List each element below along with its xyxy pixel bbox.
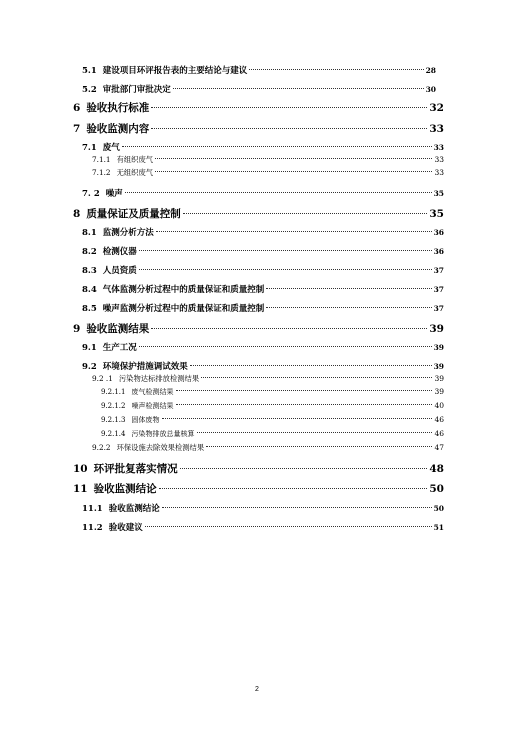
toc-entry-page: 37 — [433, 304, 444, 313]
toc-leader-dots — [183, 213, 428, 214]
toc-leader-dots — [173, 88, 424, 89]
toc-entry-title: 废气检测结果 — [131, 388, 174, 396]
toc-entry[interactable] — [0, 121, 514, 136]
toc-entry-number: 8 — [73, 208, 81, 220]
toc-entry-page: 51 — [433, 523, 444, 532]
toc-entry-number: 9.2 — [82, 362, 97, 372]
toc-entry[interactable] — [0, 401, 514, 411]
toc-entry[interactable] — [0, 374, 514, 384]
toc-entry-page: 33 — [429, 123, 444, 135]
toc-entry-page: 37 — [433, 266, 444, 275]
toc-leader-dots — [151, 107, 427, 108]
toc-leader-dots — [125, 192, 432, 193]
toc-leader-dots — [122, 146, 432, 147]
toc-entry[interactable] — [0, 155, 514, 165]
toc-entry-number: 8.2 — [82, 247, 97, 257]
toc-entry[interactable] — [0, 83, 514, 95]
toc-entry-title: 噪声检测结果 — [131, 402, 174, 410]
toc-entry-number: 9 — [73, 323, 81, 335]
toc-entry-title: 质量保证及质量控制 — [86, 208, 181, 220]
toc-entry-page: 33 — [434, 155, 444, 164]
toc-entry-title: 验收建议 — [108, 523, 143, 533]
toc-entry[interactable] — [0, 187, 514, 199]
toc-entry-page: 39 — [433, 362, 444, 371]
toc-leader-dots — [180, 468, 428, 469]
toc-leader-dots — [266, 288, 431, 289]
toc-entry-number: 5.1 — [82, 66, 97, 76]
toc-entry-page: 39 — [434, 374, 444, 383]
toc-entry-title: 检测仪器 — [102, 247, 137, 257]
toc-entry-page: 47 — [434, 443, 444, 452]
toc-entry-title: 固体废物 — [131, 416, 160, 424]
toc-leader-dots — [145, 526, 432, 527]
toc-entry-number: 8.1 — [82, 228, 97, 238]
toc-leader-dots — [139, 346, 432, 347]
toc-entry-title: 验收监测内容 — [86, 123, 150, 135]
toc-entry-title: 废气 — [102, 143, 120, 153]
toc-leader-dots — [206, 446, 432, 447]
toc-entry-number: 9.2 .1 — [92, 374, 113, 383]
toc-entry[interactable] — [0, 168, 514, 178]
toc-leader-dots — [162, 507, 432, 508]
toc-entry-page: 39 — [433, 343, 444, 352]
toc-entry-page: 50 — [429, 483, 444, 495]
toc-entry-number: 6 — [73, 102, 81, 114]
toc-leader-dots — [139, 269, 432, 270]
toc-entry-number: 7.1.1 — [92, 155, 111, 164]
toc-entry-title: 有组织废气 — [116, 155, 154, 164]
toc-entry-number: 11 — [73, 483, 88, 495]
toc-entry-number: 8.5 — [82, 304, 97, 314]
toc-leader-dots — [156, 231, 432, 232]
toc-entry-page: 50 — [433, 504, 444, 513]
toc-entry-number: 11.1 — [82, 504, 103, 514]
toc-entry[interactable] — [0, 415, 514, 425]
toc-entry[interactable] — [0, 360, 514, 372]
toc-entry-title: 无组织废气 — [116, 168, 154, 177]
toc-entry-title: 环评批复落实情况 — [93, 463, 178, 475]
toc-entry-number: 8.4 — [82, 285, 97, 295]
toc-entry-page: 30 — [425, 85, 436, 94]
toc-entry[interactable] — [0, 387, 514, 397]
toc-entry-title: 验收监测结果 — [86, 323, 150, 335]
toc-entry-page: 28 — [425, 66, 436, 75]
toc-leader-dots — [151, 328, 427, 329]
toc-entry[interactable] — [0, 64, 514, 76]
toc-entry-page: 39 — [434, 387, 444, 396]
toc-entry-page: 33 — [433, 143, 444, 152]
toc-leader-dots — [155, 171, 432, 172]
toc-entry-number: 9.2.2 — [92, 443, 111, 452]
toc-entry-title: 污染物达标排放检测结果 — [118, 374, 200, 383]
toc-entry-number: 10 — [73, 463, 88, 475]
toc-entry-number: 7. 2 — [82, 189, 100, 199]
toc-entry-page: 48 — [429, 463, 444, 475]
toc-leader-dots — [197, 432, 433, 433]
toc-leader-dots — [155, 158, 432, 159]
toc-entry-title: 监测分析方法 — [102, 228, 154, 238]
toc-entry[interactable] — [0, 206, 514, 221]
toc-entry-title: 噪声监测分析过程中的质量保证和质量控制 — [102, 304, 265, 314]
toc-entry-title: 建设项目环评报告表的主要结论与建议 — [102, 66, 248, 76]
toc-entry[interactable] — [0, 502, 514, 514]
page-number: 2 — [255, 686, 259, 693]
toc-leader-dots — [159, 488, 428, 489]
toc-entry-page: 32 — [429, 102, 444, 114]
toc-entry-title: 生产工况 — [102, 343, 137, 353]
toc-entry[interactable] — [0, 302, 514, 314]
toc-entry-page: 35 — [429, 208, 444, 220]
toc-entry[interactable] — [0, 283, 514, 295]
toc-entry-title: 噪声 — [105, 189, 123, 199]
toc-entry[interactable] — [0, 141, 514, 153]
toc-entry-title: 污染物排放总量核算 — [131, 430, 195, 438]
toc-entry[interactable] — [0, 429, 514, 439]
toc-entry[interactable] — [0, 481, 514, 496]
toc-entry[interactable] — [0, 321, 514, 336]
toc-entry[interactable] — [0, 245, 514, 257]
toc-entry-number: 5.2 — [82, 85, 97, 95]
toc-entry-title: 环保设施去除效果检测结果 — [116, 443, 205, 452]
toc-entry-number: 9.2.1.1 — [101, 388, 126, 396]
toc-entry-number: 7.1 — [82, 143, 97, 153]
toc-entry-number: 8.3 — [82, 266, 97, 276]
toc-entry-title: 审批部门审批决定 — [102, 85, 171, 95]
toc-leader-dots — [176, 404, 433, 405]
toc-entry[interactable] — [0, 521, 514, 533]
toc-entry-page: 36 — [433, 228, 444, 237]
toc-entry-page: 37 — [433, 285, 444, 294]
toc-entry-number: 7 — [73, 123, 81, 135]
toc-entry-number: 11.2 — [82, 523, 103, 533]
toc-entry-number: 7.1.2 — [92, 168, 111, 177]
toc-leader-dots — [190, 365, 432, 366]
toc-entry-number: 9.1 — [82, 343, 97, 353]
toc-entry-page: 35 — [433, 189, 444, 198]
toc-leader-dots — [162, 418, 433, 419]
toc-entry-title: 验收监测结论 — [108, 504, 160, 514]
toc-entry-page: 39 — [429, 323, 444, 335]
toc-leader-dots — [201, 377, 432, 378]
toc-entry-page: 36 — [433, 247, 444, 256]
toc-entry-title: 人员资质 — [102, 266, 137, 276]
toc-entry[interactable] — [0, 341, 514, 353]
toc-leader-dots — [176, 390, 433, 391]
toc-entry-page: 33 — [434, 168, 444, 177]
toc-entry-number: 9.2.1.4 — [101, 430, 126, 438]
toc-leader-dots — [151, 128, 427, 129]
toc-entry-title: 气体监测分析过程中的质量保证和质量控制 — [102, 285, 265, 295]
toc-entry-page: 46 — [434, 429, 444, 438]
toc-entry[interactable] — [0, 100, 514, 115]
toc-entry-title: 环境保护措施调试效果 — [102, 362, 188, 372]
toc-leader-dots — [249, 69, 423, 70]
toc-leader-dots — [266, 307, 431, 308]
toc-entry[interactable] — [0, 226, 514, 238]
toc-entry-page: 46 — [434, 415, 444, 424]
toc-entry-number: 9.2.1.3 — [101, 416, 126, 424]
toc-entry[interactable] — [0, 264, 514, 276]
toc-entry-title: 验收监测结论 — [93, 483, 157, 495]
toc-entry-number: 9.2.1.2 — [101, 402, 126, 410]
toc-entry[interactable] — [0, 443, 514, 453]
toc-entry[interactable] — [0, 461, 514, 476]
toc-entry-page: 40 — [434, 401, 444, 410]
toc-entry-title: 验收执行标准 — [86, 102, 150, 114]
toc-leader-dots — [139, 250, 432, 251]
